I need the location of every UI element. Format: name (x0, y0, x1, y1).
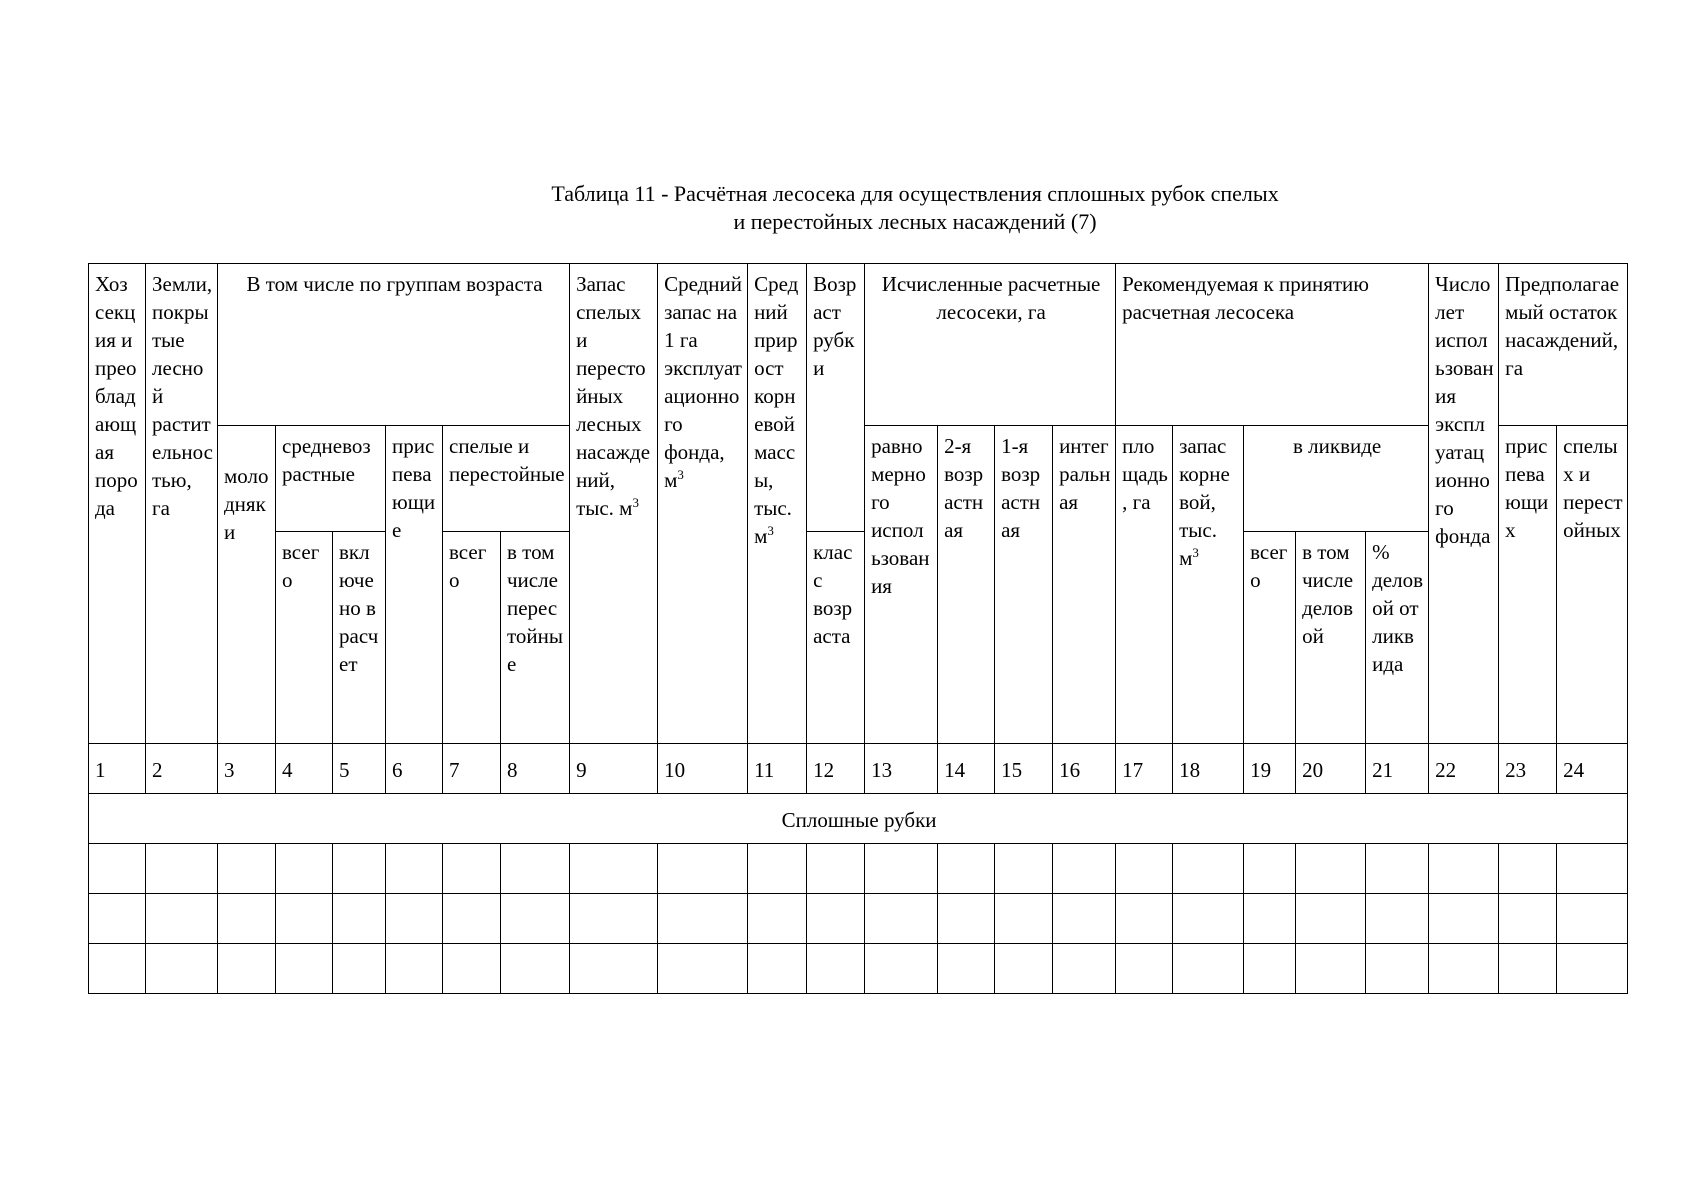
column-number: 9 (570, 744, 658, 794)
header-middle-included: включено в расчет (333, 532, 386, 744)
column-number: 5 (333, 744, 386, 794)
header-ripe-stock: Запас спелых и перестойных лесных насаждений, тыс. $м^3$ (570, 264, 658, 744)
column-number: 16 (1053, 744, 1116, 794)
column-number: 17 (1116, 744, 1173, 794)
table-row (89, 844, 1628, 894)
header-middle-aged: средневозрастные (276, 426, 386, 532)
column-number: 19 (1244, 744, 1296, 794)
column-number: 2 (146, 744, 218, 794)
header-recommended-area: Рекомендуемая к принятию расчетная лесосека (1116, 264, 1429, 426)
header-middle-total: всего (276, 532, 333, 744)
header-calculated-areas: Исчисленные расчетные лесосеки, га (865, 264, 1116, 426)
column-number: 22 (1429, 744, 1499, 794)
header-young: молодняки (218, 426, 276, 744)
header-uniform-use: равномерного использования (865, 426, 938, 744)
column-number: 23 (1499, 744, 1557, 794)
header-avg-growth: Средний прирост корневой массы, тыс. $м^3$ (748, 264, 807, 744)
caption-line-1: Таблица 11 - Расчётная лесосека для осуществления сплошных рубок спелых (551, 181, 1279, 206)
table-row (89, 894, 1628, 944)
header-years-of-use: Число лет использования эксплуатационного фонда (1429, 264, 1499, 744)
header-liquid-total: всего (1244, 532, 1296, 744)
header-remaining-stands: Предполагаемый остаток насаждений, га (1499, 264, 1628, 426)
header-age-class: класс возраста (807, 532, 865, 744)
header-avg-stock: Средний запас на 1 га эксплуатационного фонда, $м^3$ (658, 264, 748, 744)
column-number: 15 (995, 744, 1053, 794)
section-clear-cutting: Сплошные рубки (89, 794, 1628, 844)
header-business-percent: % деловой от ликвида (1366, 532, 1429, 744)
header-first-age: 1-я возрастная (995, 426, 1053, 744)
header-remaining-premature: приспевающих (1499, 426, 1557, 744)
header-forested-land: Земли, покрытые лесной растительностью, га (146, 264, 218, 744)
column-number: 11 (748, 744, 807, 794)
header-ripe-total: всего (443, 532, 501, 744)
column-number: 20 (1296, 744, 1366, 794)
column-number: 4 (276, 744, 333, 794)
column-number: 6 (386, 744, 443, 794)
column-number-row (89, 744, 1628, 794)
column-number: 7 (443, 744, 501, 794)
column-number: 24 (1557, 744, 1628, 794)
header-integral: интегральная (1053, 426, 1116, 744)
caption-line-2: и перестойных лесных насаждений (7) (733, 209, 1097, 234)
column-number: 18 (1173, 744, 1244, 794)
column-number: 12 (807, 744, 865, 794)
column-number: 13 (865, 744, 938, 794)
column-number: 10 (658, 744, 748, 794)
table-caption (0, 180, 1697, 236)
header-age-groups: В том числе по группам возраста (218, 264, 570, 426)
header-remaining-ripe: спелых и перестойных (1557, 426, 1628, 744)
header-ripe-overripe: спелые и перестойные (443, 426, 570, 532)
column-number: 14 (938, 744, 995, 794)
column-number: 1 (89, 744, 146, 794)
column-number: 8 (501, 744, 570, 794)
header-overripe: в том числе перестойные (501, 532, 570, 744)
header-premature: приспевающие (386, 426, 443, 744)
cutting-area-table (88, 263, 1628, 994)
header-root-stock: запас корневой, тыс. $м^3$ (1173, 426, 1244, 744)
header-forest-section: Хоз секция и преобладающая порода (89, 264, 146, 744)
table-row (89, 944, 1628, 994)
header-liquid: в ликвиде (1244, 426, 1429, 532)
column-number: 21 (1366, 744, 1429, 794)
header-cutting-age: Возраст рубки (807, 264, 865, 532)
column-number: 3 (218, 744, 276, 794)
header-area: площадь, га (1116, 426, 1173, 744)
header-liquid-business: в том числе деловой (1296, 532, 1366, 744)
header-second-age: 2-я возрастная (938, 426, 995, 744)
